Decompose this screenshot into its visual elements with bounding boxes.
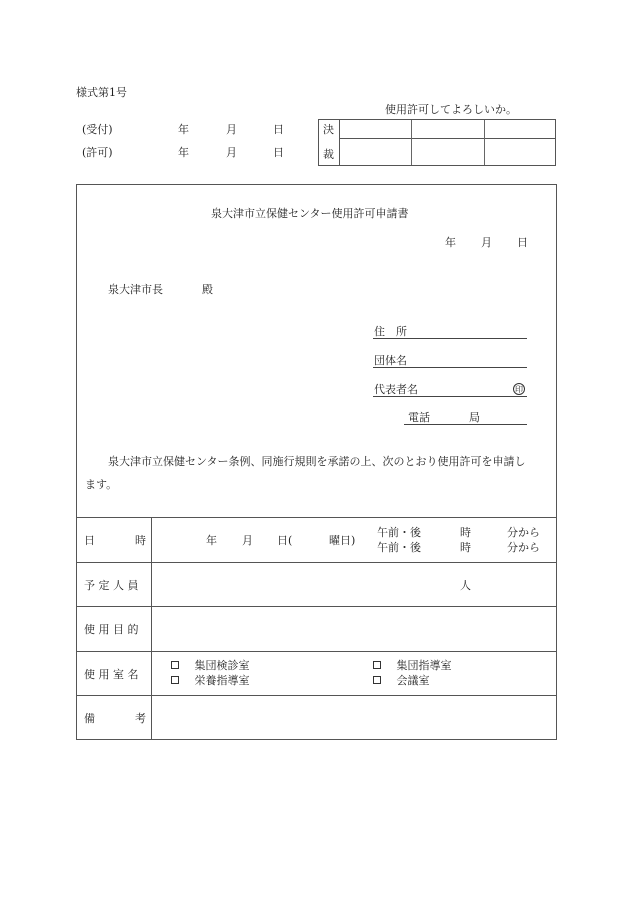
dt-hour-start: 時	[460, 526, 471, 539]
table-row-remarks	[77, 695, 556, 739]
checkbox-icon[interactable]	[171, 676, 179, 684]
approval-cell-2-1[interactable]	[341, 139, 410, 165]
table-row-datetime	[77, 517, 556, 562]
received-label: (受付)	[82, 123, 113, 136]
approval-cell-1-2[interactable]	[412, 121, 483, 137]
body-text-line1: 泉大津市立保健センター条例、同施行規則を承諾の上、次のとおり使用許可を申請し	[108, 455, 526, 468]
date-year: 年	[445, 236, 456, 249]
row-label-left: 備	[84, 712, 95, 725]
room-option[interactable]	[171, 660, 250, 671]
row-label-right: 考	[135, 712, 146, 725]
date-day: 日	[517, 236, 528, 249]
address-label: 住 所	[374, 325, 407, 338]
room-option[interactable]	[171, 675, 250, 686]
dt-minute-end: 分から	[507, 541, 540, 554]
dt-weekday-close: 曜日)	[329, 534, 356, 547]
row-label: 使 用 室 名	[84, 668, 139, 681]
approval-cell-1-3[interactable]	[485, 121, 555, 137]
row-label: 使 用 目 的	[84, 623, 139, 636]
row-label-left: 日	[84, 534, 95, 547]
checkbox-icon[interactable]	[171, 661, 179, 669]
dt-ampm-end: 午前・後	[377, 541, 421, 554]
room-name: 栄養指導室	[194, 674, 250, 687]
permitted-month: 月	[226, 146, 237, 159]
dt-ampm-start: 午前・後	[377, 526, 421, 539]
people-unit: 人	[460, 579, 471, 592]
dt-minute-start: 分から	[507, 526, 540, 539]
form-number: 様式第1号	[76, 86, 127, 99]
application-form	[76, 184, 557, 740]
addressee: 泉大津市長	[108, 283, 163, 296]
room-name: 集団検診室	[194, 659, 250, 672]
room-name: 集団指導室	[396, 659, 452, 672]
purpose-field[interactable]	[152, 608, 555, 651]
dt-hour-end: 時	[460, 541, 471, 554]
form-title: 泉大津市立保健センター使用許可申請書	[211, 207, 409, 220]
room-option[interactable]	[373, 675, 430, 686]
seal-mark: 印	[515, 385, 523, 394]
permitted-label: (許可)	[82, 146, 113, 159]
dt-year: 年	[206, 534, 217, 547]
table-row-rooms	[77, 651, 556, 695]
received-month: 月	[226, 123, 237, 136]
received-year: 年	[178, 123, 189, 136]
org-field[interactable]	[373, 367, 527, 368]
approval-label-top: 決	[323, 123, 334, 136]
row-label: 予 定 人 員	[84, 579, 139, 592]
phone-label: 電話	[408, 411, 430, 424]
remarks-field[interactable]	[152, 697, 555, 739]
approval-box	[318, 119, 556, 166]
permitted-year: 年	[178, 146, 189, 159]
approval-cell-2-2[interactable]	[412, 139, 483, 165]
honorific: 殿	[202, 283, 213, 296]
approval-label-column	[319, 120, 340, 165]
phone-field[interactable]	[404, 424, 527, 425]
table-row-people	[77, 562, 556, 606]
date-month: 月	[481, 236, 492, 249]
approval-question: 使用許可してよろしいか。	[385, 103, 517, 116]
table-row-purpose	[77, 606, 556, 651]
people-field[interactable]	[152, 564, 555, 606]
room-option[interactable]	[373, 660, 452, 671]
received-day: 日	[273, 123, 284, 136]
permitted-day: 日	[273, 146, 284, 159]
room-name: 会議室	[396, 674, 430, 687]
rep-label: 代表者名	[374, 383, 418, 396]
org-label: 団体名	[374, 354, 407, 367]
body-text-line2: ます。	[85, 478, 118, 491]
row-label-right: 時	[135, 534, 146, 547]
rep-field[interactable]	[373, 396, 527, 397]
approval-cell-1-1[interactable]	[341, 121, 410, 137]
dt-month: 月	[242, 534, 253, 547]
address-field[interactable]	[373, 338, 527, 339]
checkbox-icon[interactable]	[373, 661, 381, 669]
checkbox-icon[interactable]	[373, 676, 381, 684]
phone-exchange: 局	[469, 411, 480, 424]
dt-day-open: 日(	[277, 534, 293, 547]
approval-label-bottom: 裁	[323, 148, 334, 161]
approval-cell-2-3[interactable]	[485, 139, 555, 165]
